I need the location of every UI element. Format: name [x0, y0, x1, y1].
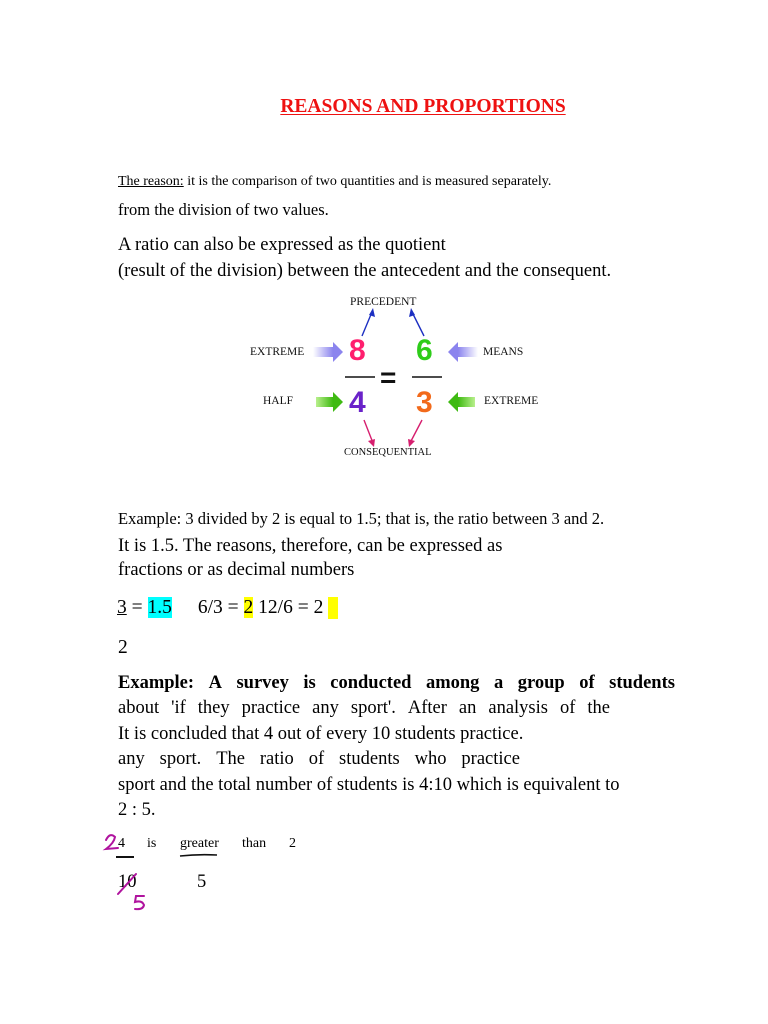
ratio-line-1: A ratio can also be expressed as the quotient	[118, 235, 446, 255]
arrow-left-green-icon	[448, 392, 475, 412]
extreme-right-label: EXTREME	[484, 395, 539, 407]
handwritten-five-icon	[135, 896, 144, 909]
example1-line-3: fractions or as decimal numbers	[118, 560, 355, 580]
word: 'if	[171, 698, 186, 718]
word: of	[308, 749, 325, 769]
example1-line-2: It is 1.5. The reasons, therefore, can be expressed as	[118, 536, 503, 556]
word: practice	[461, 749, 520, 769]
word: they	[197, 698, 230, 718]
compare-rhs-num: 2	[289, 836, 296, 851]
greater-underline	[180, 855, 217, 856]
example2-line-3: It is concluded that 4 out of every 10 students practice.	[118, 724, 524, 744]
arrow-right-green-icon	[316, 392, 343, 412]
compare-greater: greater	[180, 836, 219, 851]
strike-through-icon	[118, 874, 136, 894]
compare-rhs-denominator: 5	[197, 872, 207, 892]
word: of	[579, 673, 595, 693]
arrow-up-left-blue-icon	[362, 308, 375, 336]
consequential-label: CONSEQUENTIAL	[344, 447, 432, 458]
reason-text: it is the comparison of two quantities and is measured separately.	[183, 174, 552, 189]
word: students	[339, 749, 400, 769]
compare-is: is	[147, 836, 157, 851]
example2-line-6: 2 : 5.	[118, 800, 156, 820]
arrow-left-purple-icon	[448, 342, 478, 362]
precedent-label: PRECEDENT	[350, 296, 417, 308]
antecedent-number-2: 6	[416, 334, 433, 367]
reason-continuation: from the division of two values.	[118, 200, 329, 219]
word: analysis	[488, 698, 548, 718]
ratio-line-2: (result of the division) between the antecedent and the consequent.	[118, 261, 612, 281]
fraction-equations	[117, 597, 338, 619]
word: sport'.	[350, 698, 396, 718]
antecedent-number-1: 8	[349, 334, 366, 367]
word: the	[587, 698, 610, 718]
example2-line-5: sport and the total number of students is 4:10 which is equivalent to	[118, 775, 620, 795]
diagram-arrows	[240, 292, 540, 462]
word: sport.	[159, 749, 202, 769]
word: a	[493, 673, 504, 693]
extreme-left-label: EXTREME	[250, 346, 305, 358]
eq-a-numerator: 3	[117, 597, 127, 618]
word: practice	[241, 698, 301, 718]
arrow-down-right-pink-icon	[408, 420, 422, 447]
handwritten-two-icon	[106, 835, 118, 849]
example2-line-2	[118, 698, 610, 719]
word: any	[312, 698, 339, 718]
word: an	[458, 698, 477, 718]
eq-a-denominator: 2	[118, 637, 128, 658]
arrow-down-left-pink-icon	[364, 420, 375, 447]
word: among	[425, 673, 480, 693]
word: about	[118, 698, 160, 718]
word: is	[303, 673, 316, 693]
page-title: REASONS AND PROPORTIONS	[280, 96, 566, 117]
consequent-number-1: 4	[349, 386, 366, 419]
arrow-right-purple-icon	[313, 342, 343, 362]
word: conducted	[330, 673, 412, 693]
example2-line-1	[118, 673, 675, 694]
highlight-mark	[328, 597, 338, 619]
eq-c: 12/6 = 2	[253, 597, 329, 618]
means-label: MEANS	[483, 346, 524, 358]
eq-a-value: 1.5	[147, 597, 172, 618]
eq-b: 6/3 =	[197, 597, 244, 618]
example1-line-1: Example: 3 divided by 2 is equal to 1.5; that is, the ratio between 3 and 2.	[118, 509, 605, 528]
word: students	[609, 673, 675, 693]
handwritten-annotations	[100, 828, 230, 912]
consequent-number-2: 3	[416, 386, 433, 419]
reason-definition	[118, 174, 551, 190]
proportion-diagram	[240, 292, 540, 462]
word: any	[118, 749, 145, 769]
word: who	[414, 749, 447, 769]
example2-line-4	[118, 749, 520, 770]
compare-denominator: 10	[118, 872, 137, 892]
equals-sign: =	[380, 362, 397, 393]
reason-label: The reason:	[118, 174, 184, 189]
compare-numerator: 4	[118, 836, 125, 851]
word: After	[407, 698, 447, 718]
word: A	[208, 673, 222, 693]
word: group	[517, 673, 565, 693]
eq-a-equals: =	[126, 597, 148, 618]
eq-b-value: 2	[243, 597, 254, 618]
word: of	[559, 698, 576, 718]
word: ratio	[259, 749, 294, 769]
word: The	[216, 749, 245, 769]
arrow-up-right-blue-icon	[409, 308, 424, 336]
word: survey	[236, 673, 289, 693]
half-label: HALF	[263, 395, 294, 407]
compare-than: than	[242, 836, 267, 851]
word: Example:	[118, 673, 195, 693]
